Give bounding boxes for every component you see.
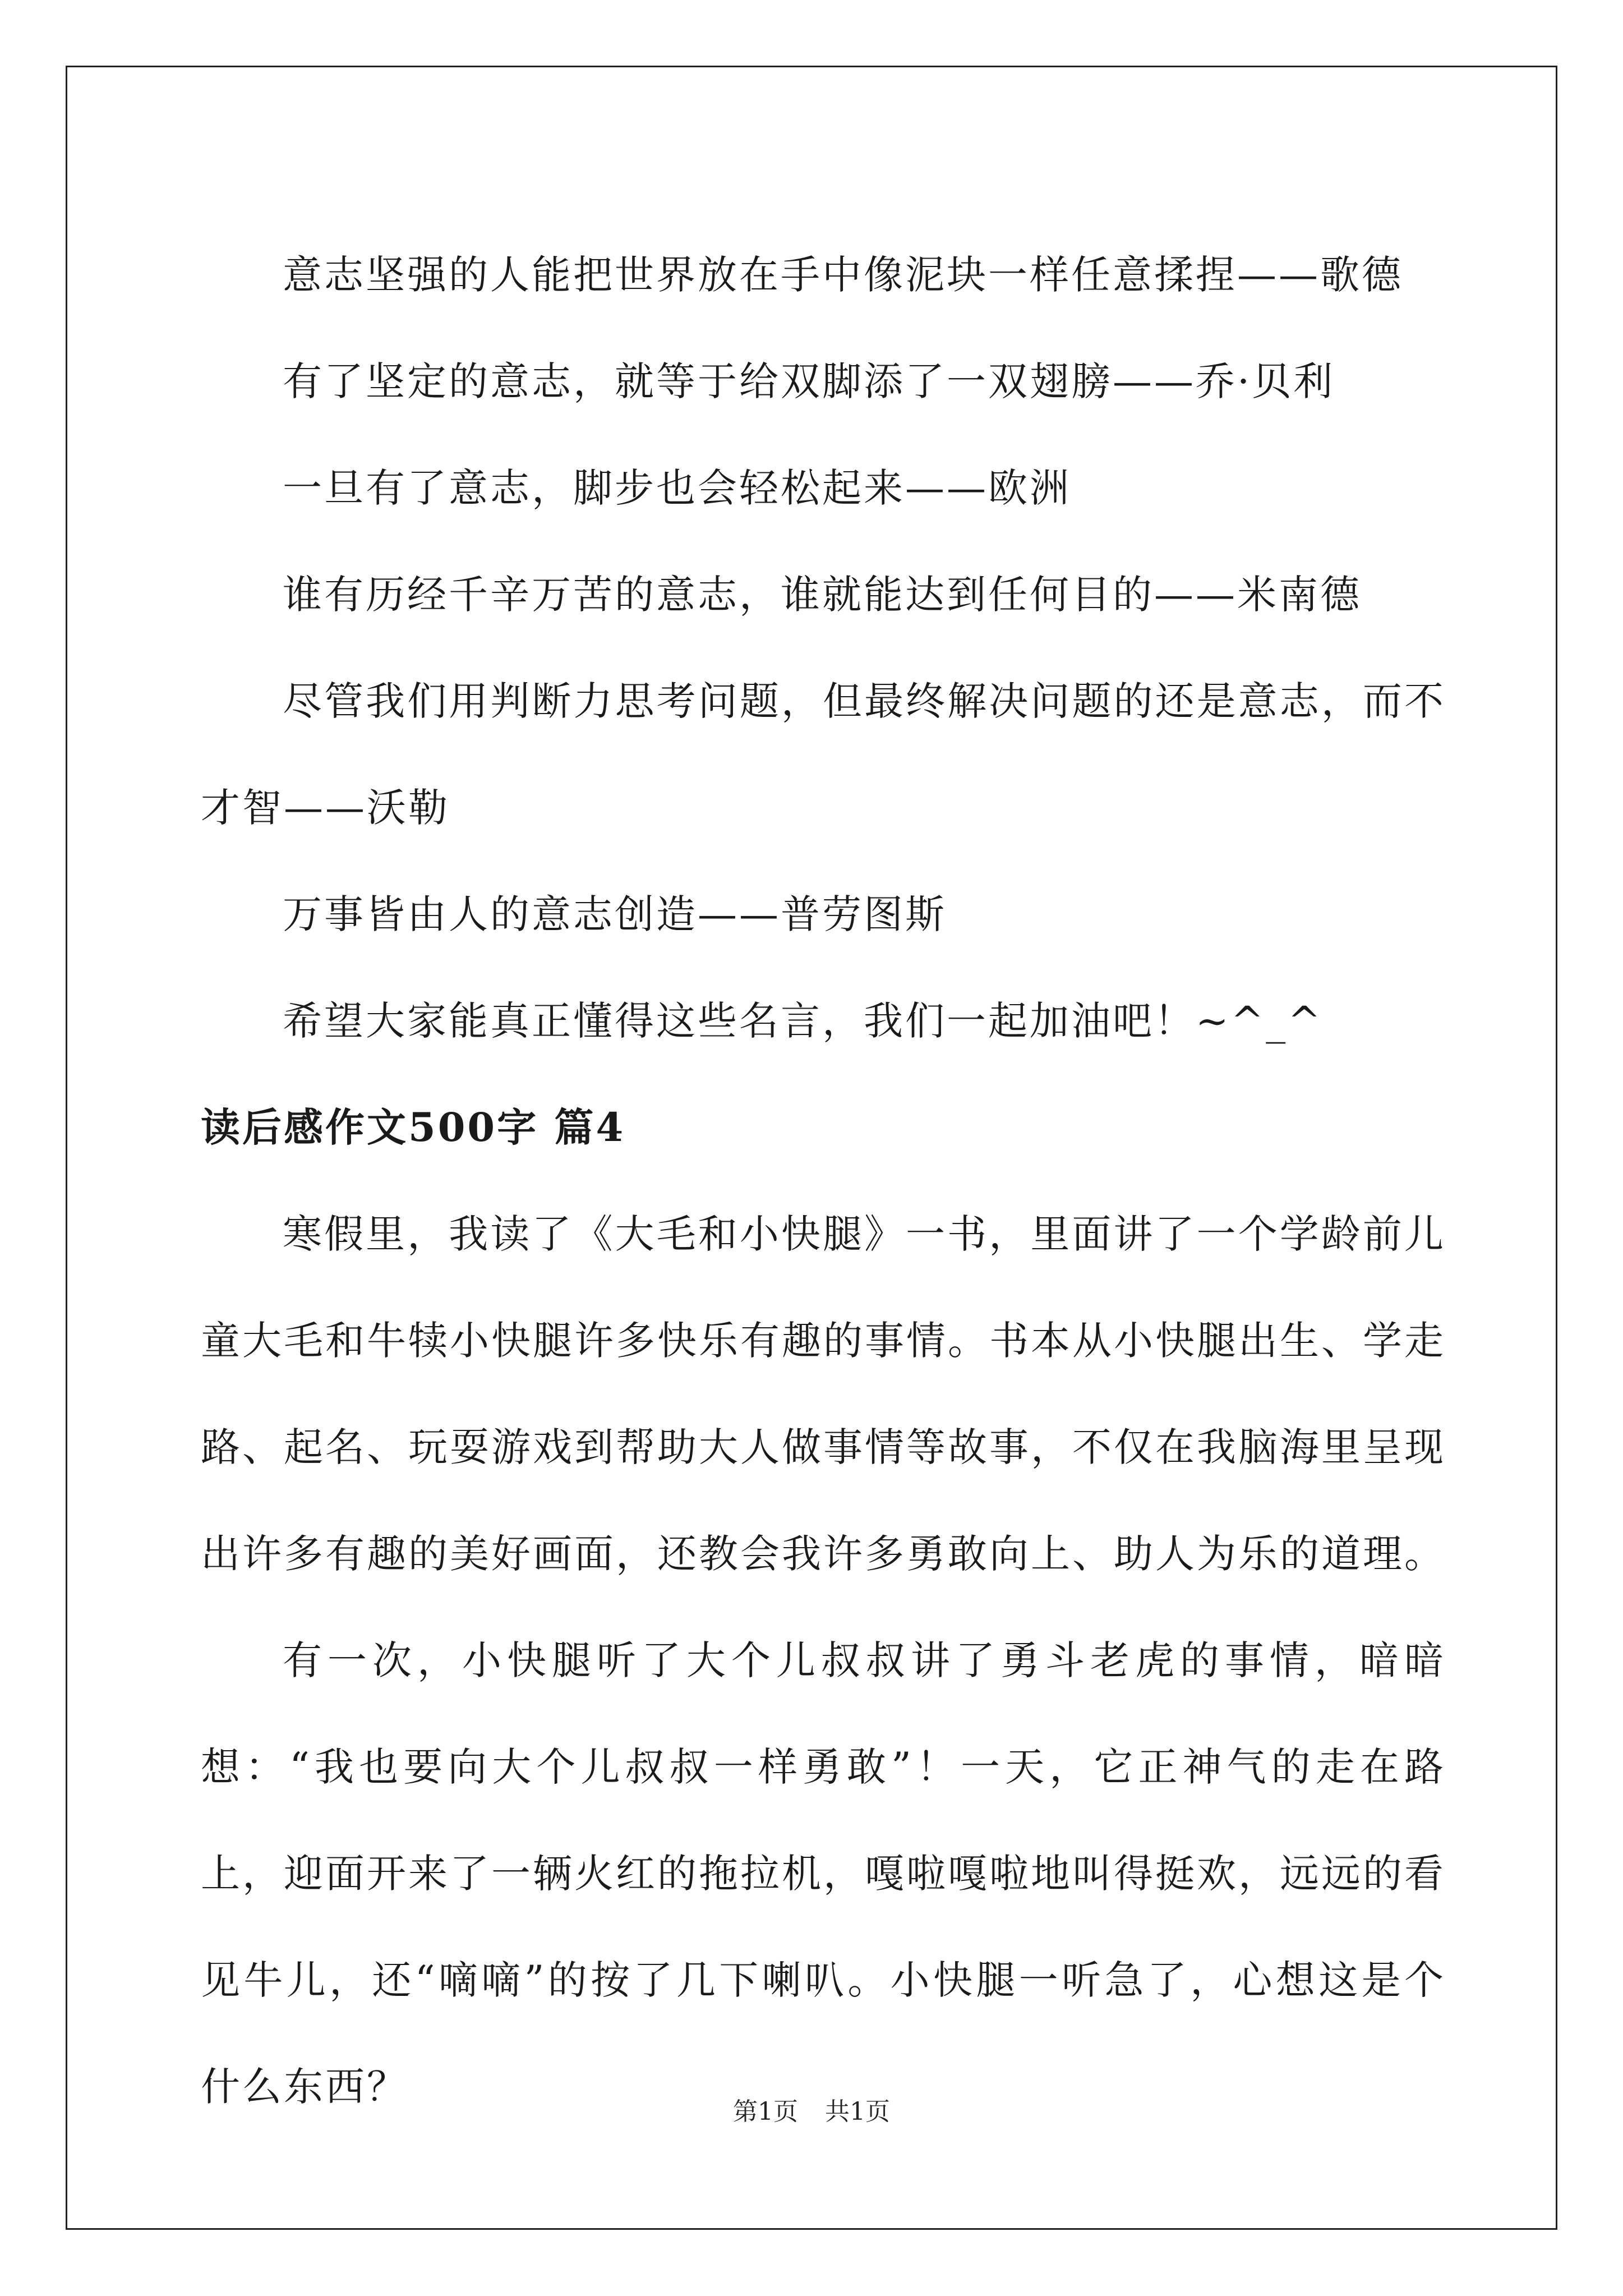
document-body	[201, 222, 1446, 2140]
section-heading: 读后感作文500字 篇4	[201, 1104, 626, 1151]
quote-paragraph: 谁有历经千辛万苦的意志，谁就能达到任何目的——米南德	[283, 572, 1362, 618]
body-paragraph: 寒假里，我读了《大毛和小快腿》一书，里面讲了一个学龄前儿童大毛和牛犊小快腿许多快乐有趣的事情。书本从小快腿出生、学走路、起名、玩耍游戏到帮助大人做事情等故事，不仅在我脑海里呈现出许多有趣的美好画面，还教会我许多勇敢向上、助人为乐的道理。	[201, 1211, 1446, 1577]
page-number: 第1页	[733, 2097, 798, 2126]
quote-paragraph: 希望大家能真正懂得这些名言，我们一起加油吧！~^_^	[283, 998, 1323, 1044]
quote-paragraph: 有了坚定的意志，就等于给双脚添了一双翅膀——乔·贝利	[283, 358, 1335, 404]
quote-paragraph: 一旦有了意志，脚步也会轻松起来——欧洲	[283, 465, 1071, 511]
body-paragraph: 有一次，小快腿听了大个儿叔叔讲了勇斗老虎的事情，暗暗想：“我也要向大个儿叔叔一样勇敢”！一天，它正神气的走在路上，迎面开来了一辆火红的拖拉机，嘎啦嘎啦地叫得挺欢，远远的看见牛儿，还“嘀嘀”的按了几下喇叭。小快腿一听急了，心想这是个什么东西？	[201, 1637, 1446, 2110]
quote-paragraph: 尽管我们用判断力思考问题，但最终解决问题的还是意志，而不才智——沃勒	[201, 678, 1446, 831]
page-total: 共1页	[825, 2097, 890, 2126]
quote-paragraph: 万事皆由人的意志创造——普劳图斯	[283, 891, 947, 937]
quote-paragraph: 意志坚强的人能把世界放在手中像泥块一样任意揉捏——歌德	[283, 252, 1403, 298]
page-footer	[0, 2095, 1623, 2129]
